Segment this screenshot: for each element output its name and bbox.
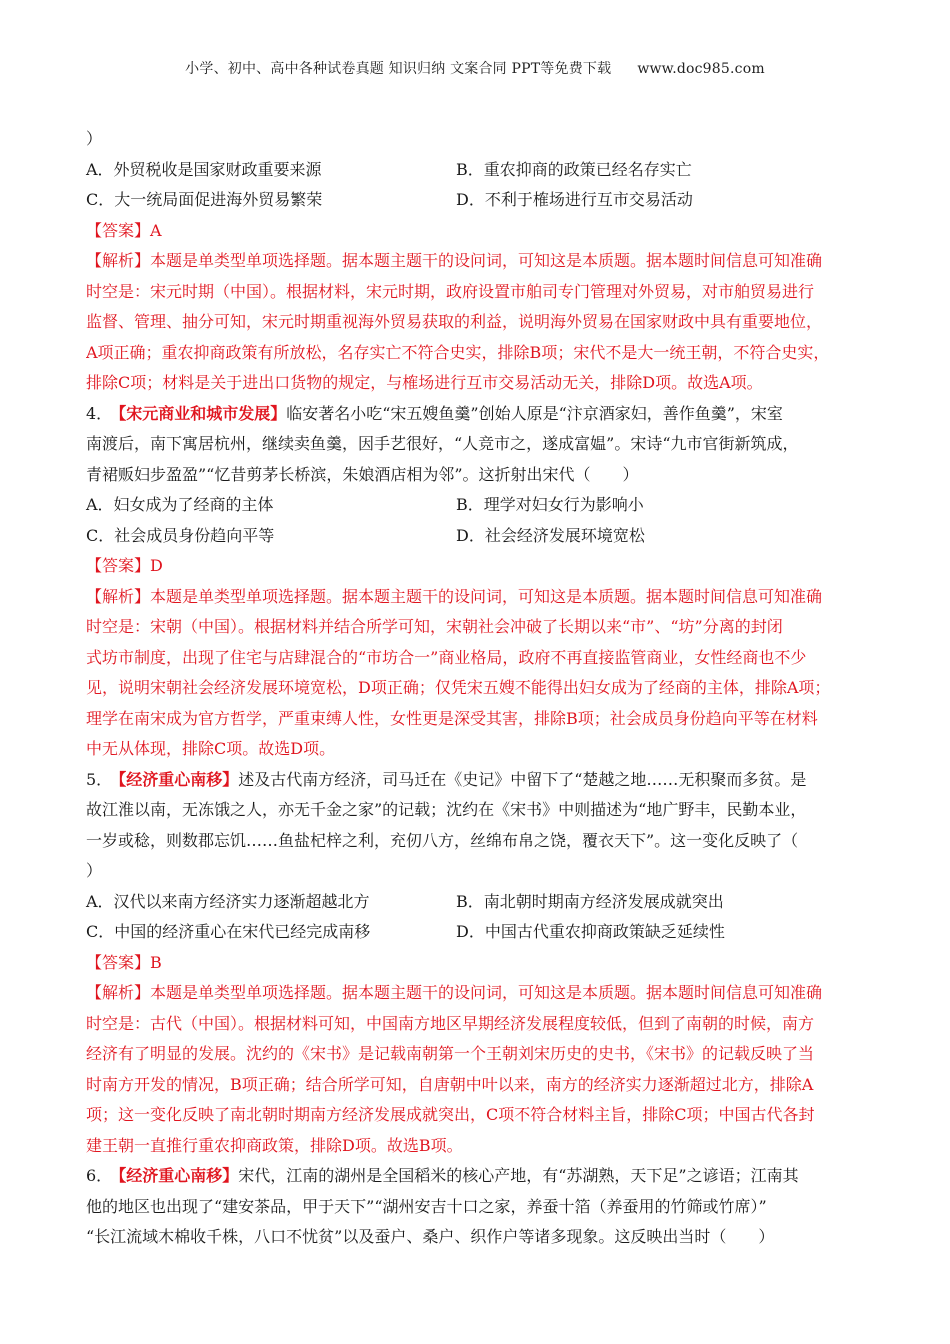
q6-stem-line: “长江流域木棉收千株，八口不忧贫”以及蚕户、桑户、织作户等诸多现象。这反映出当时（ ）	[86, 1227, 775, 1246]
q5-number: 5．	[86, 769, 113, 789]
q5-stem-line: 故江淮以南，无冻饿之人，亦无千金之家”的记载；沈约在《宋书》中则描述为“地广野丰，民勤本业，	[86, 800, 807, 819]
q4-stem-line: 青裙贩妇步盈盈”“忆昔剪茅长桥滨，朱娘酒店相为邻”。这折射出宋代（ ）	[86, 464, 639, 484]
q4-option-b: B．理学对妇女行为影响小	[456, 495, 644, 514]
q3-option-a: A．外贸税收是国家财政重要来源	[86, 159, 322, 179]
q5-options-row-2	[86, 917, 872, 948]
q6-topic-tag: 【经济重心南移】	[118, 1166, 239, 1185]
q4-analysis-line: 中无从体现，排除C项。故选D项。	[86, 739, 336, 758]
q3-analysis-line: 时空是：宋元时期（中国）。根据材料，宋元时期，政府设置市舶司专门管理对外贸易，对市舶贸易进行	[86, 281, 815, 301]
q4-options-row-1	[86, 490, 872, 521]
q5-stem-line	[86, 765, 872, 796]
q3-option-c: C．大一统局面促进海外贸易繁荣	[86, 190, 323, 209]
q5-analysis-line: 时南方开发的情况，B项正确；结合所学可知，自唐朝中叶以来，南方的经济实力逐渐超过北方，排除A	[86, 1074, 814, 1094]
q3-options-row-2	[86, 185, 872, 216]
q4-option-d: D．社会经济发展环境宽松	[456, 525, 645, 545]
q4-analysis-line: 理学在南宋成为官方哲学，严重束缚人性，女性更是深受其害，排除B项；社会成员身份趋向平等在材料	[86, 708, 818, 728]
header-text: 小学、初中、高中各种试卷真题 知识归纳 文案合同 PPT等免费下载	[185, 61, 612, 77]
q4-analysis-line: 式坊市制度，出现了住宅与店肆混合的“市坊合一”商业格局，政府不再直接监管商业，女性经商也不少	[86, 647, 807, 667]
q5-option-d: D．中国古代重农抑商政策缺乏延续性	[456, 922, 725, 941]
q5-options-row-1	[86, 887, 872, 918]
q5-option-c: C．中国的经济重心在宋代已经完成南移	[86, 922, 371, 941]
page-header	[0, 58, 950, 78]
q4-stem-line	[86, 399, 872, 430]
q5-analysis-line: 建王朝一直推行重农抑商政策，排除D项。故选B项。	[86, 1135, 463, 1155]
q3-answer: 【答案】A	[86, 220, 162, 240]
q3-analysis-line: 监督、管理、抽分可知，宋元时期重视海外贸易获取的利益，说明海外贸易在国家财政中具有重要地位，	[86, 312, 823, 331]
q4-analysis-line: 【解析】本题是单类型单项选择题。据本题主题干的设问词，可知这是本质题。据本题时间信息可知准确	[86, 586, 823, 606]
q4-options-row-2	[86, 521, 872, 552]
q3-options-row-1	[86, 155, 872, 186]
q4-number: 4．	[86, 403, 113, 423]
header-url[interactable]: www.doc985.com	[637, 61, 765, 77]
q5-stem-line: ）	[86, 861, 103, 880]
q4-stem-text: 临安著名小吃“宋五嫂鱼羹”创始人原是“汴京酒家妇，善作鱼羹”，宋室	[286, 403, 783, 423]
q4-stem-line: 南渡后，南下寓居杭州，继续卖鱼羹，因手艺很好，“人竞市之，遂成富媪”。宋诗“九市官街新筑成，	[86, 434, 799, 453]
q4-option-a: A．妇女成为了经商的主体	[86, 495, 274, 514]
q5-stem-line: 一岁或稔，则数郡忘饥……鱼盐杞梓之利，充仞八方，丝绵布帛之饶，覆衣天下”。这一变化反映了（	[86, 830, 799, 850]
q4-analysis-line: 见，说明宋朝社会经济发展环境宽松，D项正确；仅凭宋五嫂不能得出妇女成为了经商的主体，排除A项；	[86, 678, 831, 697]
document-body	[86, 124, 872, 1253]
q4-option-c: C．社会成员身份趋向平等	[86, 525, 275, 545]
q3-analysis-line: 【解析】本题是单类型单项选择题。据本题主题干的设问词，可知这是本质题。据本题时间信息可知准确	[86, 251, 823, 270]
q4-topic-tag: 【宋元商业和城市发展】	[118, 403, 287, 423]
q5-option-a: A．汉代以来南方经济实力逐渐超越北方	[86, 891, 370, 911]
q3-analysis-line: A项正确；重农抑商政策有所放松，名存实亡不符合史实，排除B项；宋代不是大一统王朝，不符合史实，	[86, 342, 830, 362]
q4-analysis-line: 时空是：宋朝（中国）。根据材料并结合所学可知，宋朝社会冲破了长期以来“市”、“坊”分离的封闭	[86, 617, 783, 636]
q5-stem-text: 述及古代南方经济，司马迁在《史记》中留下了“楚越之地……无积聚而多贫。是	[238, 769, 807, 789]
q3-option-b: B．重农抑商的政策已经名存实亡	[456, 159, 692, 179]
q5-option-b: B．南北朝时期南方经济发展成就突出	[456, 891, 724, 911]
q5-analysis-line: 时空是：古代（中国）。根据材料可知，中国南方地区早期经济发展程度较低，但到了南朝的时候，南方	[86, 1013, 815, 1033]
q3-option-d: D．不利于榷场进行互市交易活动	[456, 190, 693, 209]
q5-analysis-line: 经济有了明显的发展。沈约的《宋书》是记载南朝第一个王朝刘宋历史的史书，《宋书》的记载反映了当	[86, 1044, 815, 1063]
q6-stem-text: 宋代，江南的湖州是全国稻米的核心产地，有“苏湖熟，天下足”之谚语；江南其	[238, 1166, 799, 1185]
q6-number: 6．	[86, 1166, 113, 1185]
q3-analysis-line: 排除C项；材料是关于进出口货物的规定，与榷场进行互市交易活动无关，排除D项。故选A项。	[86, 373, 763, 392]
q5-analysis-line: 项；这一变化反映了南北朝时期南方经济发展成就突出，C项不符合材料主旨，排除C项；中国古代各封	[86, 1105, 815, 1124]
q6-stem-line	[86, 1161, 872, 1192]
q5-answer: 【答案】B	[86, 952, 162, 972]
q5-topic-tag: 【经济重心南移】	[118, 769, 239, 789]
q5-analysis-line: 【解析】本题是单类型单项选择题。据本题主题干的设问词，可知这是本质题。据本题时间信息可知准确	[86, 983, 823, 1002]
q6-stem-line: 他的地区也出现了“建安茶品，甲于天下”“湖州安吉十口之家，养蚕十箔（养蚕用的竹筛或竹席）”	[86, 1196, 767, 1216]
q3-stem-tail: ）	[86, 129, 103, 148]
q4-answer: 【答案】D	[86, 556, 163, 575]
